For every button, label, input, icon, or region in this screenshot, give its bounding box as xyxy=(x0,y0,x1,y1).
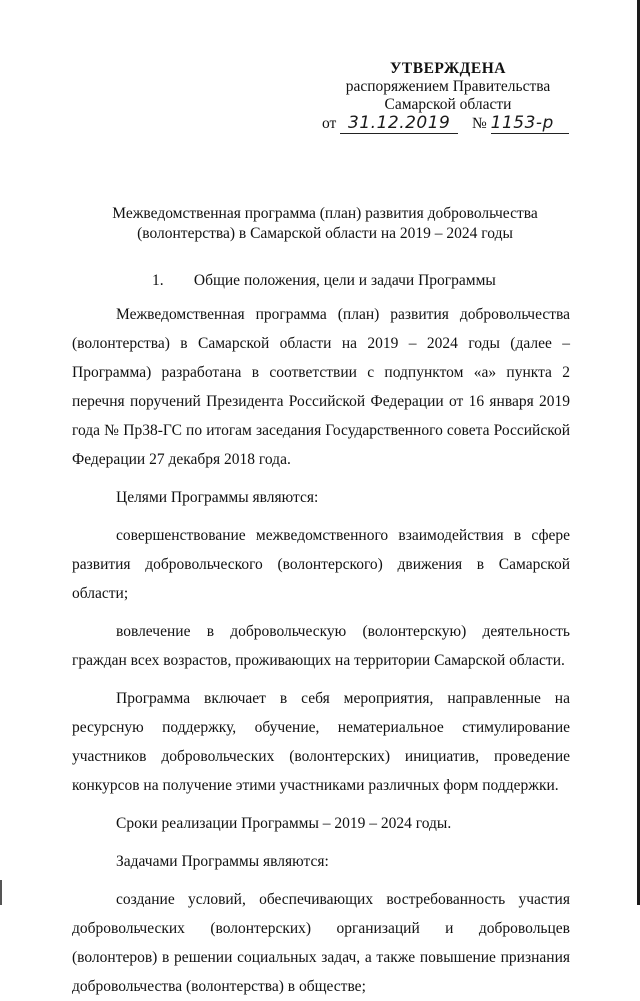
paragraph: Целями Программы являются: xyxy=(116,489,319,506)
date-prefix: от xyxy=(322,115,337,132)
section-number: 1. xyxy=(152,272,164,289)
approval-line-2: Самарской области xyxy=(384,96,512,113)
paragraph: вовлечение в добровольческую (волонтерскую) деятельность граждан всех возрастов, проживающих на территории Самарской области. xyxy=(72,623,570,669)
number-prefix: № xyxy=(471,115,487,132)
section-heading xyxy=(152,272,496,290)
date-field xyxy=(340,114,458,134)
approval-date-row xyxy=(318,114,578,136)
document-title xyxy=(60,204,590,244)
section-title: Общие положения, цели и задачи Программы xyxy=(193,272,496,289)
document-title-line-2: (волонтерства) в Самарской области на 2019 – 2024 годы xyxy=(137,225,513,242)
scan-edge-left xyxy=(0,880,2,905)
paragraph: Сроки реализации Программы – 2019 – 2024 годы. xyxy=(116,815,452,832)
number-field xyxy=(491,114,569,134)
paragraph: создание условий, обеспечивающих востребованность участия добровольческих (волонтерских) организаций и добровольцев (волонтеров) в решении социальных задач, а также повышение признания добровольчества (волонтерства) в обществе; xyxy=(72,891,570,995)
approval-stamp-block xyxy=(318,60,578,136)
approval-line-1: распоряжением Правительства xyxy=(345,78,551,95)
paragraph: совершенствование межведомственного взаимодействия в сфере развития добровольческого (волонтерского) движения в Самарской области; xyxy=(72,527,570,602)
paragraph: Межведомственная программа (план) развития добровольчества (волонтерства) в Самарской области на 2019 – 2024 годы (далее – Программа) разработана в соответствии с подпунктом «а» пункта 2 перечня поручений Президента Российской Федерации от 16 января 2019 года № Пр38-ГС по итогам заседания Государственного совета Российской Федерации 27 декабря 2018 года. xyxy=(72,306,570,468)
document-title-line-1: Межведомственная программа (план) развития добровольчества xyxy=(112,205,538,222)
paragraph: Задачами Программы являются: xyxy=(116,853,329,870)
document-body xyxy=(72,300,570,1001)
handwritten-number: 1153-р xyxy=(490,113,554,133)
paragraph: Программа включает в себя мероприятия, направленные на ресурсную поддержку, обучение, нематериальное стимулирование участников добровольческих (волонтерских) инициатив, проведение конкурсов на получение этими участниками различных форм поддержки. xyxy=(72,690,570,794)
handwritten-date: 31.12.2019 xyxy=(348,113,451,133)
approval-title: УТВЕРЖДЕНА xyxy=(390,60,506,77)
